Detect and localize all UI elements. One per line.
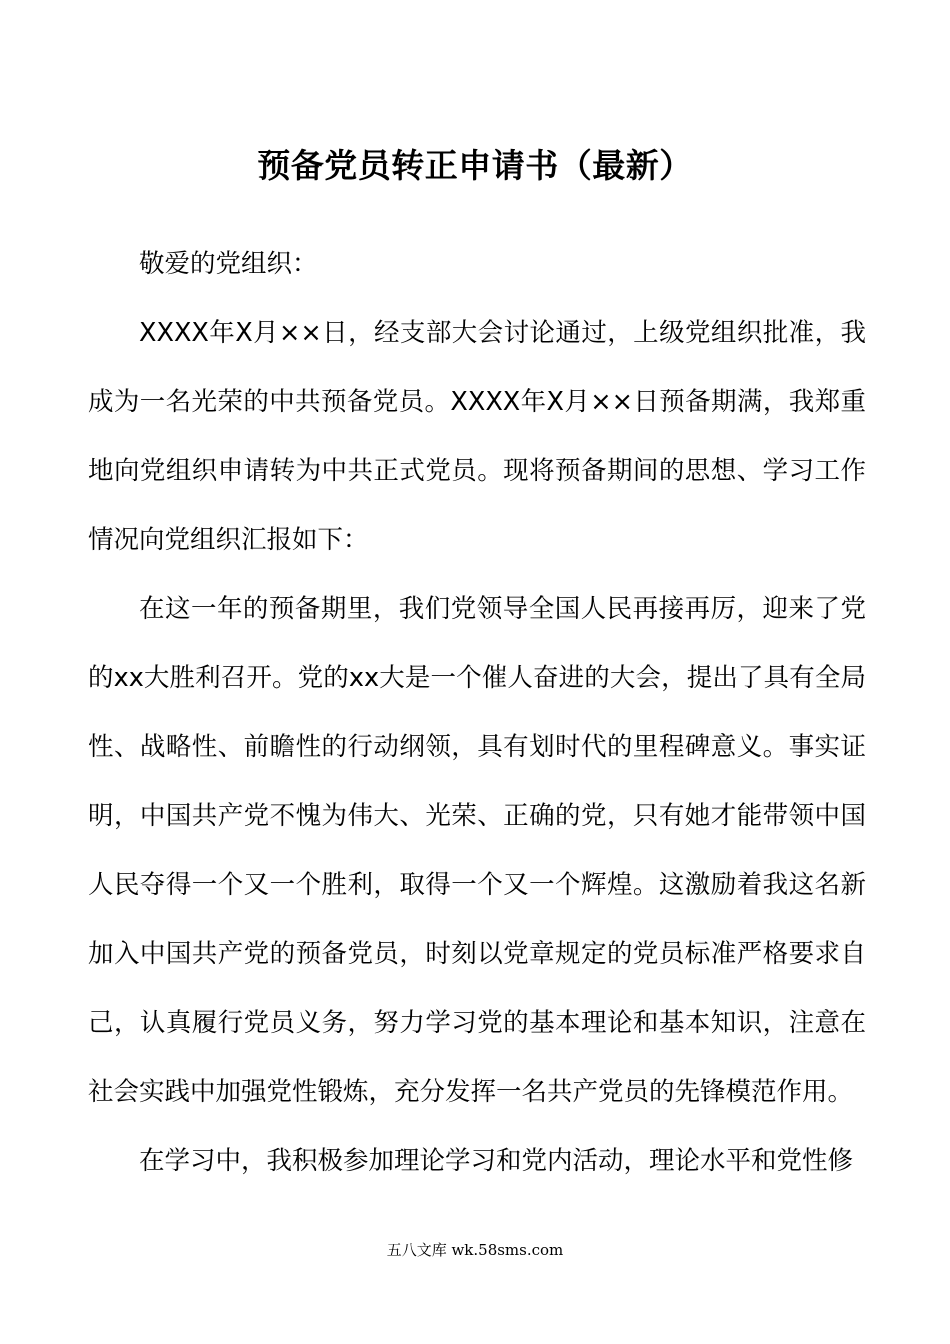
document-title: 预备党员转正申请书（最新） [257,146,693,185]
paragraph-3: 在学习中，我积极参加理论学习和党内活动，理论水平和党性修 [139,1146,854,1176]
footer-watermark: 五八文库 wk.58sms.com [386,1241,564,1259]
document-body [88,230,866,1196]
salutation: 敬爱的党组织： [139,249,318,279]
paragraph-1: XXXX年X月××日，经支部大会讨论通过，上级党组织批准，我成为一名光荣的中共预备党员。XXXX年X月××日预备期满，我郑重地向党组织申请转为中共正式党员。现将预备期间的思想、学习工作情况向党组织汇报如下： [88,318,866,555]
paragraph-2: 在这一年的预备期里，我们党领导全国人民再接再厉，迎来了党的xx大胜利召开。党的xx大是一个催人奋进的大会，提出了具有全局性、战略性、前瞻性的行动纲领，具有划时代的里程碑意义。事实证明，中国共产党不愧为伟大、光荣、正确的党，只有她才能带领中国人民夺得一个又一个胜利，取得一个又一个辉煌。这激励着我这名新加入中国共产党的预备党员，时刻以党章规定的党员标准严格要求自己，认真履行党员义务，努力学习党的基本理论和基本知识，注意在社会实践中加强党性锻炼，充分发挥一名共产党员的先锋模范作用。 [88,594,866,1107]
